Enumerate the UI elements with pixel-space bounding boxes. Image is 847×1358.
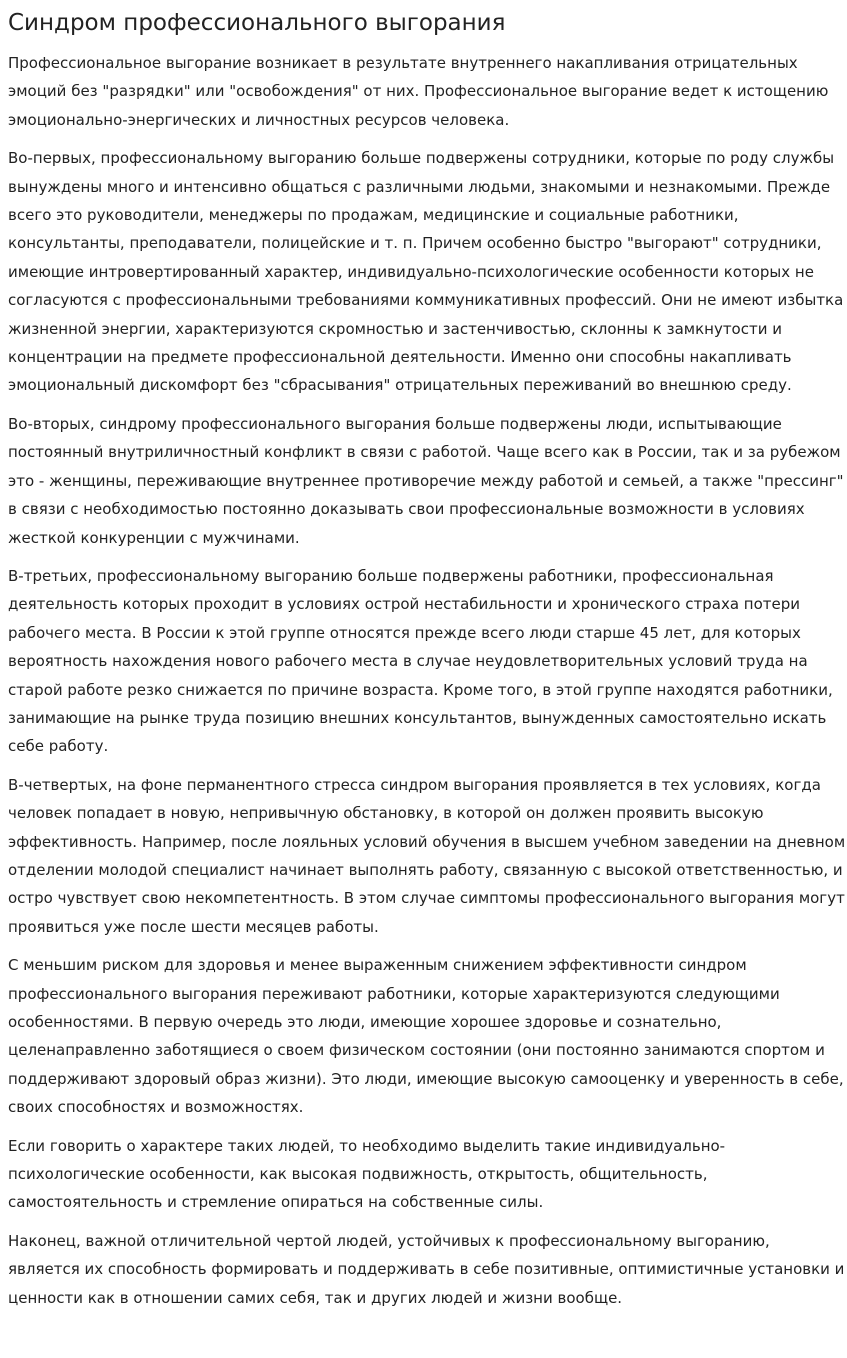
- paragraph-character: Если говорить о характере таких людей, то необходимо выделить такие индивидуально-психологические особенности, как высокая подвижность, открытость, общительность, самостоятельность и стремление опираться на собственные силы.: [8, 1136, 726, 1212]
- paragraph-second-reason: Во-вторых, синдрому профессионального выгорания больше подвержены люди, испытывающие постоянный внутриличностный конфликт в связи с работой. Чаще всего как в России, так и за рубежом это - женщины, переживающие внутреннее противоречие между работой и семьей, а также "прессинг" в связи с необходимостью постоянно доказывать свои профессиональные возможности в условиях жесткой конкуренции с мужчинами.: [8, 414, 844, 547]
- paragraph-fourth-reason: В-четвертых, на фоне перманентного стресса синдром выгорания проявляется в тех условиях, когда человек попадает в новую, непривычную обстановку, в которой он должен проявить высокую эффективность. Например, после лояльных условий обучения в высшем учебном заведении на дневном отделении молодой специалист начинает выполнять работу, связанную с высокой ответственностью, и остро чувствует свою некомпетентность. В этом случае симптомы профессионального выгорания могут проявиться уже после шести месяцев работы.: [8, 775, 846, 936]
- paragraph-third-reason: В-третьих, профессиональному выгоранию больше подвержены работники, профессиональная деятельность которых проходит в условиях острой нестабильности и хронического страха потери рабочего места. В России к этой группе относятся прежде всего люди старше 45 лет, для которых вероятность нахождения нового рабочего места в случае неудовлетворительных условий труда на старой работе резко снижается по причине возраста. Кроме того, в этой группе находятся работники, занимающие на рынке труда позицию внешних консультантов, вынужденных самостоятельно искать себе работу.: [8, 566, 833, 756]
- paragraph-intro: Профессиональное выгорание возникает в результате внутреннего накапливания отрицательных эмоций без "разрядки" или "освобождения" от них. Профессиональное выгорание ведет к истощению эмоционально-энергических и личностных ресурсов человека.: [8, 54, 829, 129]
- paragraph-first-reason: Во-первых, профессиональному выгоранию больше подвержены сотрудники, которые по роду службы вынуждены много и интенсивно общаться с различными людьми, знакомыми и незнакомыми. Прежде всего это руководители, менеджеры по продажам, медицинские и социальные работники, консультанты, преподаватели, полицейские и т. п. Причем особенно быстро "выгорают" сотрудники, имеющие интровертированный характер, индивидуально-психологические особенности которых не согласуются с профессиональными требованиями коммуникативных профессий. Они не имеют избытка жизненной энергии, характеризуются скромностью и застенчивостью, склонны к замкнутости и концентрации на предмете профессиональной деятельности. Именно они способны накапливать эмоциональный дискомфорт без "сбрасывания" отрицательных переживаний во внешнюю среду.: [8, 149, 844, 395]
- paragraph-conclusion: Наконец, важной отличительной чертой людей, устойчивых к профессиональному выгоранию, является их способность формировать и поддерживать в себе позитивные, оптимистичные установки и ценности как в отношении самих себя, так и других людей и жизни вообще.: [8, 1231, 845, 1307]
- article-title: Синдром профессионального выгорания: [8, 10, 506, 36]
- paragraph-lower-risk: С меньшим риском для здоровья и менее выраженным снижением эффективности синдром профессионального выгорания переживают работники, которые характеризуются следующими особенностями. В первую очередь это люди, имеющие хорошее здоровье и сознательно, целенаправленно заботящиеся о своем физическом состоянии (они постоянно занимаются спортом и поддерживают здоровый образ жизни). Это люди, имеющие высокую самооценку и уверенность в себе, своих способностях и возможностях.: [8, 956, 844, 1117]
